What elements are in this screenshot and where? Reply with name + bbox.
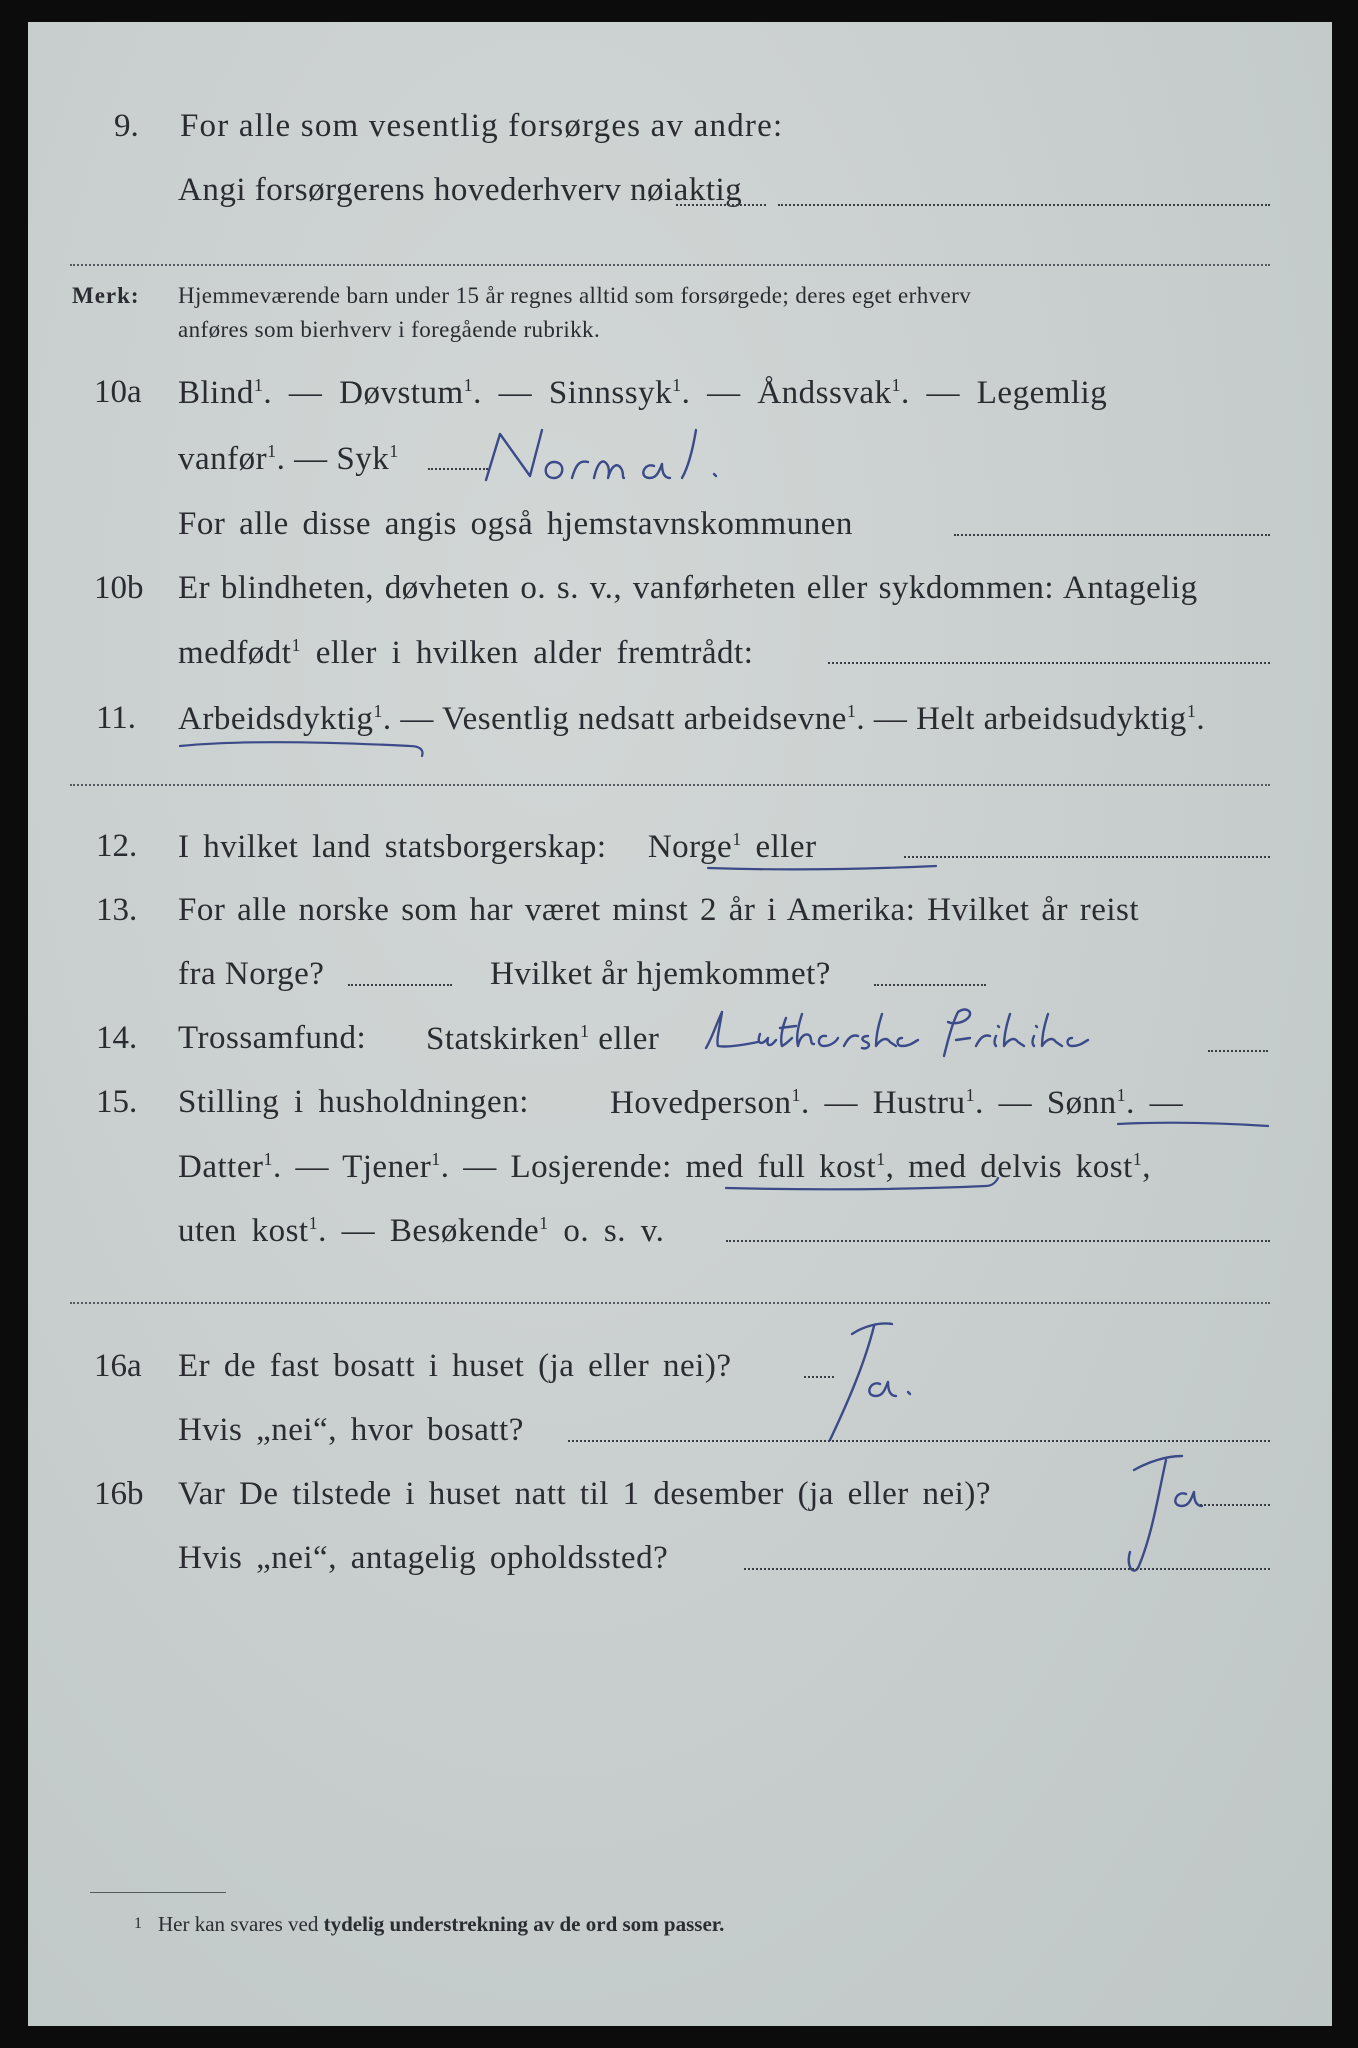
q15-number: 15. <box>96 1084 138 1120</box>
answer-line <box>778 204 1270 206</box>
q15-line3: uten kost$^1$. — Besøkende$^1$ o. s. v. <box>178 1213 665 1249</box>
answer-line <box>874 984 986 986</box>
answer-line <box>1200 1504 1270 1506</box>
answer-line <box>904 856 1270 858</box>
answer-line <box>726 1240 1270 1242</box>
q11-number: 11. <box>96 700 137 736</box>
q16a-line2: Hvis „nei“, hvor bosatt? <box>178 1412 524 1448</box>
answer-line <box>744 1568 1270 1570</box>
census-form-page <box>28 22 1332 2026</box>
handwritten-answer-normal <box>468 422 868 492</box>
q13-line2b: Hvilket år hjemkommet? <box>490 956 831 992</box>
answer-line <box>828 662 1270 664</box>
q14-label: Trossamfund: <box>178 1020 367 1056</box>
q9-line1: For alle som vesentlig forsørges av andre: <box>180 108 784 144</box>
q15-line1a: Stilling i husholdningen: <box>178 1084 529 1120</box>
footnote-text: Her kan svares ved tydelig understrekning av de ord som passer. <box>158 1912 725 1936</box>
q16b-line2: Hvis „nei“, antagelig opholdssted? <box>178 1540 669 1576</box>
answer-line <box>676 204 766 206</box>
merk-label: Merk: <box>72 283 140 308</box>
q10a-line2: vanfør$^1$. — Syk$^1$ <box>178 441 399 477</box>
answer-line <box>1208 1050 1268 1052</box>
q10a-number: 10a <box>94 374 142 410</box>
answer-line <box>954 534 1270 536</box>
q10a-line1: Blind$^1$. — Døvstum$^1$. — Sinnssyk$^1$. — Åndssvak$^1$. — Legemlig <box>178 375 1108 411</box>
q16b-line1: Var De tilstede i huset natt til 1 desember (ja eller nei)? <box>178 1476 991 1512</box>
q14-options: Statskirken$^1$ eller <box>426 1021 660 1057</box>
q13-line1: For alle norske som har været minst 2 år i Amerika: Hvilket år reist <box>178 892 1140 928</box>
section-divider <box>70 264 1270 266</box>
handwritten-underline <box>722 1176 1022 1200</box>
q11-line: Arbeidsdyktig$^1$. — Vesentlig nedsatt arbeidsevne$^1$. — Helt arbeidsudyktig$^1$. <box>178 701 1206 737</box>
q10b-line2: medfødt$^1$ eller i hvilken alder fremtrådt: <box>178 635 754 671</box>
handwritten-underline <box>704 858 944 878</box>
q13-number: 13. <box>96 892 138 928</box>
answer-line <box>348 984 452 986</box>
q16a-line1: Er de fast bosatt i huset (ja eller nei)? <box>178 1348 732 1384</box>
q15-line1b: Hovedperson$^1$. — Hustru$^1$. — Sønn$^1$. — <box>610 1085 1184 1121</box>
section-divider <box>70 784 1270 786</box>
merk-line1: Hjemmeværende barn under 15 år regnes alltid som forsørgede; deres eget erhverv <box>178 283 972 308</box>
q16b-number: 16b <box>94 1476 144 1512</box>
q15-line2: Datter$^1$. — Tjener$^1$. — Losjerende: med full kost$^1$, med delvis kost$^1$, <box>178 1149 1152 1185</box>
q10b-line1: Er blindheten, døvheten o. s. v., vanførheten eller sykdommen: Antagelig <box>178 570 1198 606</box>
q12-number: 12. <box>96 828 138 864</box>
handwritten-underline <box>176 728 436 758</box>
q10b-number: 10b <box>94 570 144 606</box>
q13-line2a: fra Norge? <box>178 956 325 992</box>
footnote-rule <box>90 1892 226 1893</box>
q12-line: I hvilket land statsborgerskap: Norge$^1$ eller <box>178 829 817 865</box>
merk-line2: anføres som bierhverv i foregående rubrikk. <box>178 317 601 342</box>
q16a-number: 16a <box>94 1348 142 1384</box>
footnote-mark: 1 <box>134 1915 142 1932</box>
handwritten-answer-lutherske-frikirke <box>694 1004 1284 1064</box>
q10a-line3: For alle disse angis også hjemstavnskommunen <box>178 506 853 542</box>
q9-line2: Angi forsørgerens hovederhverv nøiaktig <box>178 172 743 208</box>
q14-number: 14. <box>96 1020 138 1056</box>
handwritten-underline <box>1114 1114 1294 1134</box>
q9-number: 9. <box>114 108 139 144</box>
section-divider <box>70 1302 1270 1304</box>
